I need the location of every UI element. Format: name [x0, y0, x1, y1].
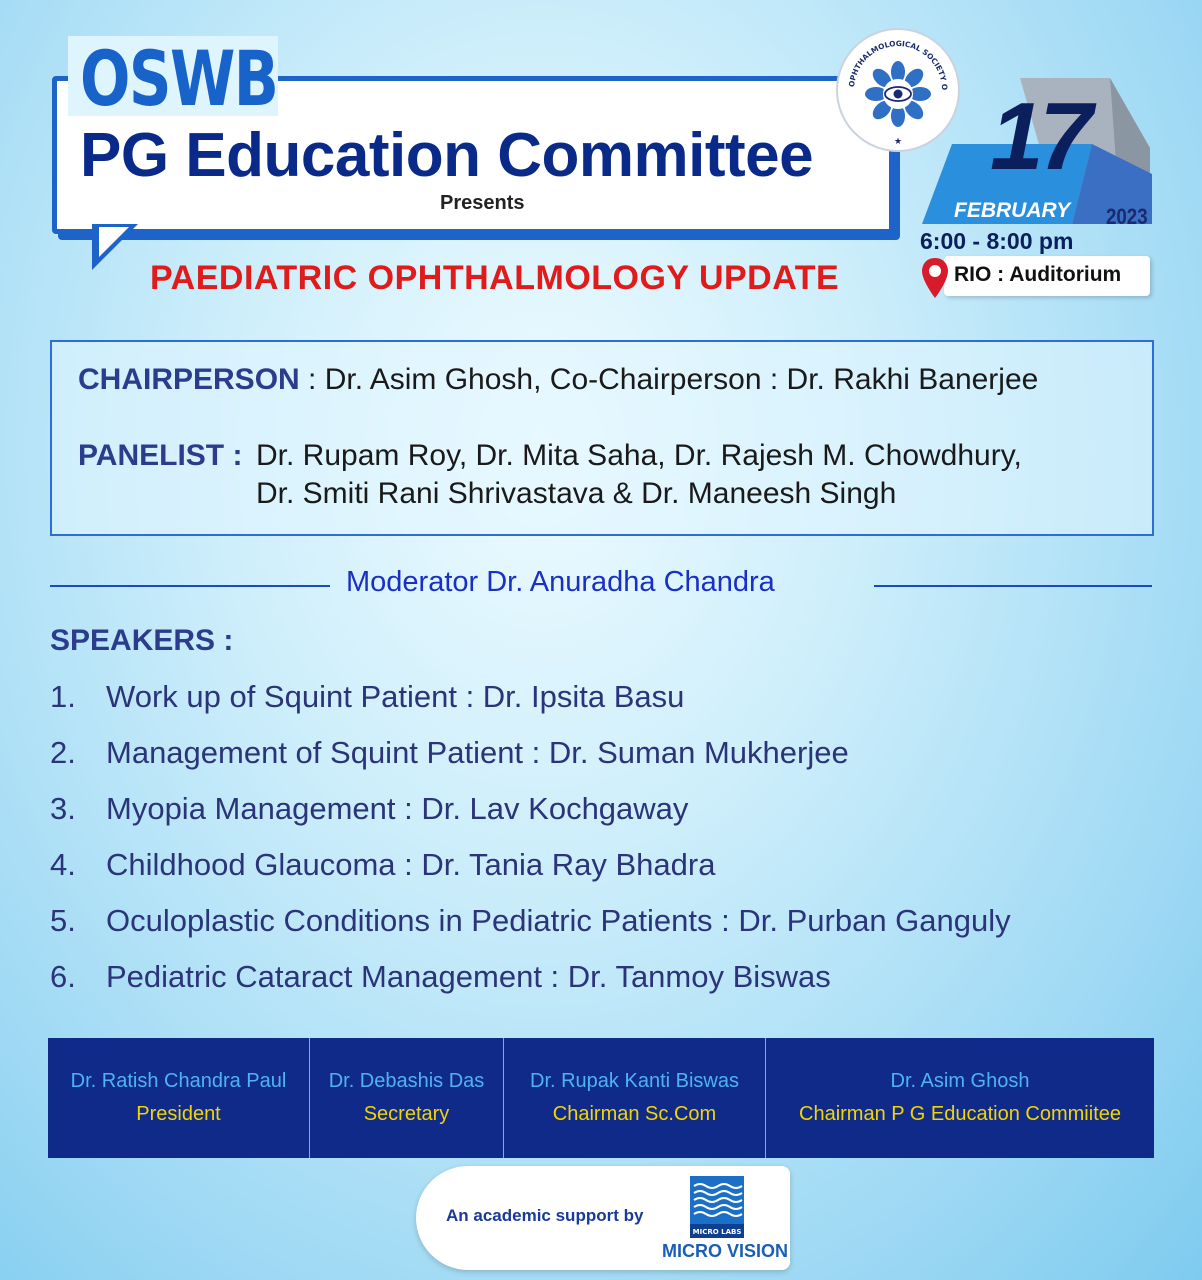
micro-labs-logo-icon: [690, 1176, 744, 1238]
officer-role: Chairman Sc.Com: [552, 1103, 717, 1125]
officer-cell-chairman-sc: [504, 1038, 766, 1158]
panelist-names-line1: Dr. Rupam Roy, Dr. Mita Saha, Dr. Rajesh M. Chowdhury,: [256, 439, 1022, 472]
location-pin-icon: [920, 256, 950, 300]
speaker-number: 2.: [50, 735, 76, 770]
speaker-topic: Oculoplastic Conditions in Pediatric Patients : Dr. Purban Ganguly: [106, 903, 1011, 938]
speaker-topic: Childhood Glaucoma : Dr. Tania Ray Bhadra: [106, 847, 716, 882]
officer-role: Secretary: [363, 1103, 450, 1125]
speaker-item-5: [50, 903, 1011, 939]
officer-cell-chairman-pg: [766, 1038, 1154, 1158]
speaker-number: 4.: [50, 847, 76, 882]
officer-name: Dr. Rupak Kanti Biswas: [530, 1070, 739, 1092]
event-month: FEBRUARY: [954, 199, 1071, 222]
society-seal-icon: [838, 30, 958, 150]
chairperson-label: CHAIRPERSON: [78, 363, 300, 396]
speaker-number: 5.: [50, 903, 76, 938]
moderator: Moderator Dr. Anuradha Chandra: [346, 566, 775, 598]
event-venue: RIO : Auditorium: [954, 263, 1122, 286]
speaker-number: 3.: [50, 791, 76, 826]
chairperson-names: : Dr. Asim Ghosh, Co-Chairperson : Dr. Rakhi Banerjee: [299, 363, 1039, 396]
committee-title: PG Education Committee: [80, 121, 814, 190]
speaker-number: 6.: [50, 959, 76, 994]
speaker-topic: Pediatric Cataract Management : Dr. Tanmoy Biswas: [106, 959, 831, 994]
officer-role: Chairman P G Education Commiitee: [799, 1103, 1121, 1125]
chairperson-line: [78, 363, 1038, 397]
event-year: 2023: [1106, 204, 1148, 229]
officer-name: Dr. Ratish Chandra Paul: [70, 1070, 287, 1092]
event-day: 17: [990, 83, 1089, 190]
event-subtitle: PAEDIATRIC OPHTHALMOLOGY UPDATE: [150, 259, 840, 297]
org-abbreviation: OSWB: [80, 34, 278, 123]
bubble-tail-inner: [99, 227, 129, 257]
support-brand: MICRO VISION: [662, 1241, 789, 1261]
speaker-topic: Myopia Management : Dr. Lav Kochgaway: [106, 791, 689, 826]
moderator-divider-left: [50, 585, 330, 587]
officer-cell-secretary: [310, 1038, 504, 1158]
micro-labs-caption: MICRO LABS: [692, 1228, 742, 1236]
officers-band: [48, 1038, 1154, 1158]
officer-name: Dr. Debashis Das: [328, 1070, 485, 1092]
panelist-names-line2: Dr. Smiti Rani Shrivastava & Dr. Maneesh Singh: [256, 477, 897, 510]
officer-role: President: [136, 1103, 221, 1125]
speaker-topic: Work up of Squint Patient : Dr. Ipsita Basu: [106, 679, 685, 714]
support-text: An academic support by: [446, 1206, 644, 1225]
speaker-item-3: [50, 791, 688, 827]
logo-ring-text: OPHTHALMOLOGICAL SOCIETY O: [847, 38, 950, 91]
svg-text:★: ★: [893, 136, 903, 146]
officer-name: Dr. Asim Ghosh: [890, 1070, 1030, 1092]
panelist-label: PANELIST :: [78, 439, 243, 472]
presents-label: Presents: [440, 192, 525, 214]
speaker-item-6: [50, 959, 831, 995]
speaker-number: 1.: [50, 679, 76, 714]
society-logo: [836, 28, 960, 152]
speaker-topic: Management of Squint Patient : Dr. Suman Mukherjee: [106, 735, 849, 770]
speakers-heading: SPEAKERS :: [50, 624, 234, 657]
officer-cell-president: [48, 1038, 310, 1158]
moderator-divider-right: [874, 585, 1152, 587]
event-time: 6:00 - 8:00 pm: [920, 228, 1074, 254]
speaker-item-4: [50, 847, 715, 883]
speaker-item-2: [50, 735, 849, 771]
speaker-item-1: [50, 679, 684, 715]
